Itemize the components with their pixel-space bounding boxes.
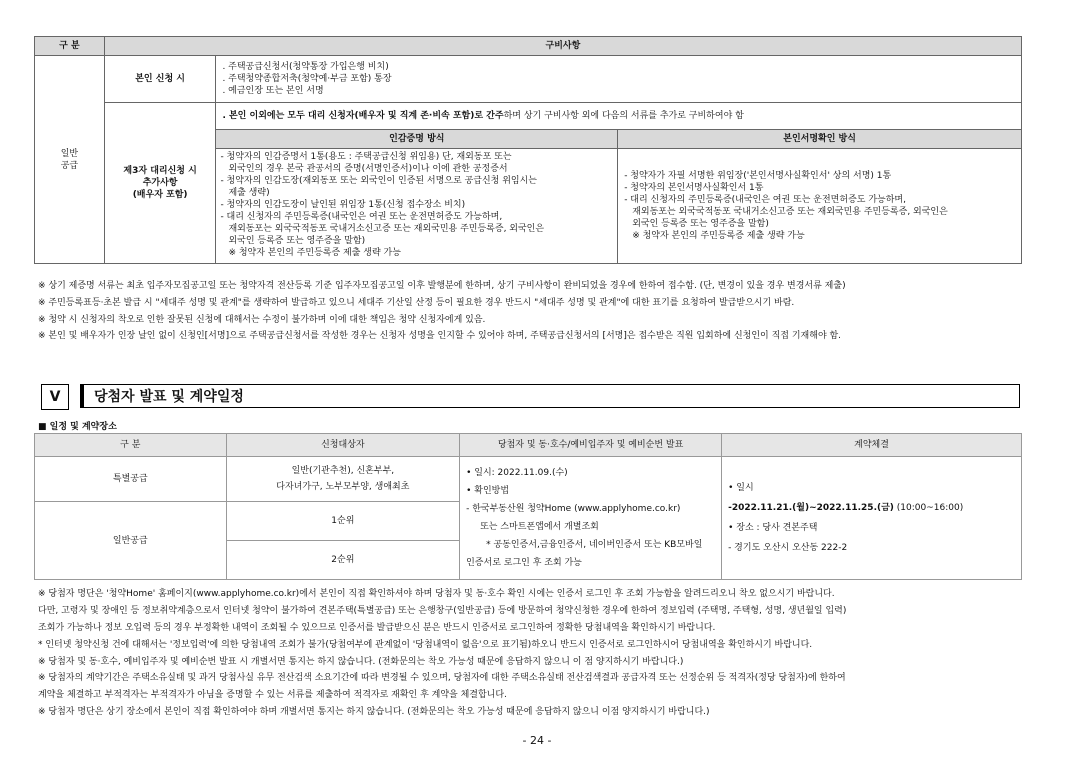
requirements-table bbox=[34, 36, 1022, 264]
sched-header-announce: 당첨자 및 동·호수/예비입주자 및 예비순번 발표 bbox=[460, 434, 722, 457]
seal-method-header: 인감증명 방식 bbox=[216, 130, 618, 149]
note-top-4: ※ 본인 및 배우자가 인장 날인 없이 신청인[서명]으로 주택공급신청서를 작성한 경우는 신청자 성명을 인지할 수 있어야 하며, 주택공급신청서의 [서명]은 접수받은 직원 입회하에 신청인이 직접 기재해야 함. bbox=[38, 331, 842, 341]
note-bottom-8: ※ 당첨자 명단은 상기 장소에서 본인이 직접 확인하여야 하며 개별서면 통지는 하지 않습니다. (전화문의는 착오 가능성 때문에 응답하지 않으니 이점 양지하시기 바랍니다.) bbox=[38, 707, 710, 717]
sched-header-target: 신청대상자 bbox=[226, 434, 460, 457]
schedule-table bbox=[34, 433, 1022, 580]
general-supply-label: 일반 공급 bbox=[35, 56, 105, 264]
proxy-apply-label: 제3자 대리신청 시 추가사항 (배우자 포함) bbox=[104, 103, 216, 264]
page-number: - 24 - bbox=[522, 734, 552, 747]
signature-method-items: - 청약자가 자필 서명한 위임장('본인서명사실확인서' 상의 서명) 1통 - 청약자의 본인서명사실확인서 1통 - 대리 신청자의 주민등록증(내국인은 여권 또는 운전면허증도 가능하며, 재외동포는 외국국적동포 국내거소신고증 또는 재외국민용 주민등록증, 외국인은 외국인 등록증 또는 영주증을 말함) ※ 청약자 본인의 주민등록증 제출 생략 가능 bbox=[618, 149, 1022, 264]
rank-1: 1순위 bbox=[226, 502, 460, 541]
signature-method-header: 본인서명확인 방식 bbox=[618, 130, 1022, 149]
note-top-1: ※ 상기 제증명 서류는 최초 입주자모집공고일 또는 청약자격 전산등록 기준 입주자모집공고일 이후 발행분에 한하며, 상기 구비사항이 완비되었을 경우에 한하여 접수함. (단, 변경이 있을 경우 변경서류 제출) bbox=[38, 281, 846, 291]
note-top-3: ※ 청약 시 신청자의 착오로 인한 잘못된 신청에 대해서는 수정이 불가하며 이에 대한 책임은 청약 신청자에게 있음. bbox=[38, 315, 486, 325]
section-title: 당첨자 발표 및 계약일정 bbox=[80, 384, 1020, 408]
header-category: 구 분 bbox=[35, 37, 105, 56]
proxy-intro: . 본인 이외에는 모두 대리 신청자(배우자 및 직계 존·비속 포함)로 간주하며 상기 구비사항 외에 다음의 서류를 추가로 구비하여야 함 bbox=[216, 103, 1022, 130]
rank-2: 2순위 bbox=[226, 541, 460, 580]
note-bottom-7: 계약을 체결하고 부적격자는 부적격자가 아님을 증명할 수 있는 서류를 제출하여 적격자로 재확인 후 계약을 체결합니다. bbox=[38, 690, 507, 700]
self-apply-items: . 주택공급신청서(청약통장 가입은행 비치) . 주택청약종합저축(청약예·부금 포함) 통장 . 예금인장 또는 본인 서명 bbox=[216, 56, 1022, 103]
special-supply-label: 특별공급 bbox=[35, 457, 227, 502]
special-supply-target: 일반(기관추천), 신혼부부, 다자녀가구, 노부모부양, 생애최초 bbox=[226, 457, 460, 502]
note-bottom-5: ※ 당첨자 및 동·호수, 예비입주자 및 예비순번 발표 시 개별서면 통지는 하지 않습니다. (전화문의는 착오 가능성 때문에 응답하지 않으니 이 점 양지하시기 바랍니다.) bbox=[38, 657, 684, 667]
subheading: ■ 일정 및 계약장소 bbox=[38, 422, 117, 432]
self-apply-label: 본인 신청 시 bbox=[104, 56, 216, 103]
section-number: V bbox=[41, 384, 69, 410]
sched-header-category: 구 분 bbox=[35, 434, 227, 457]
sched-header-contract: 계약체결 bbox=[722, 434, 1022, 457]
note-bottom-3: 조회가 가능하나 정보 오입력 등의 경우 부정확한 내역이 조회될 수 있으므로 인증서를 발급받으신 분은 반드시 인증서로 로그인하여 정확한 당첨내역을 확인하시기 바랍니다. bbox=[38, 623, 716, 633]
note-bottom-1: ※ 당첨자 명단은 '청약Home' 홈페이지(www.applyhome.co.kr)에서 본인이 직접 확인하셔야 하며 당첨자 및 동·호수 확인 시에는 인증서 로그인 후 조회 가능함을 알려드리오니 착오 없으시기 바랍니다. bbox=[38, 589, 835, 599]
seal-method-items: - 청약자의 인감증명서 1통(용도 : 주택공급신청 위임용) 단, 재외동포 또는 외국인의 경우 본국 관공서의 증명(서명인증서)이나 이에 관한 공정증서 - 청약자의 인감도장(재외동포 또는 외국인이 인증된 서명으로 공급신청 위임시는 제출 생략) - 청약자의 인감도장이 날인된 위임장 1통(신청 접수장소 비치) - 대리 신청자의 주민등록증(내국인은 여권 또는 운전면허증도 가능하며, 재외동포는 외국국적동포 국내거소신고증 또는 재외국민용 주민등록증, 외국인은 외국인 등록증 또는 영주증을 말함) ※ 청약자 본인의 주민등록증 제출 생략 가능 bbox=[216, 149, 618, 264]
header-requirements: 구비사항 bbox=[104, 37, 1021, 56]
note-bottom-6: ※ 당첨자의 계약기간은 주택소유실태 및 과거 당첨사실 유무 전산검색 소요기간에 따라 변경될 수 있으며, 당첨자에 대한 주택소유실태 전산검색결과 공급자격 또는 선정순위 등 적격자(정당 당첨자)에 한하여 bbox=[38, 673, 846, 683]
note-bottom-2: 다만, 고령자 및 장애인 등 정보취약계층으로서 인터넷 청약이 불가하여 견본주택(특별공급) 또는 은행창구(일반공급) 등에 방문하여 청약신청한 경우에 한하여 정보입력 (주택명, 주택형, 성명, 생년월일 입력) bbox=[38, 606, 847, 616]
contract-details: • 일시 -2022.11.21.(월)~2022.11.25.(금) (10:00~16:00) • 장소 : 당사 견본주택 - 경기도 오산시 오산동 222-2 bbox=[722, 457, 1022, 580]
note-bottom-4: * 인터넷 청약신청 건에 대해서는 '정보입력'에 의한 당첨내역 조회가 불가(당첨여부에 관계없이 '당첨내역이 없음'으로 표기됨)하오니 반드시 인증서로 로그인하시어 당첨내역을 확인하시기 바랍니다. bbox=[38, 640, 813, 650]
announce-details: • 일시: 2022.11.09.(수) • 확인방법 - 한국부동산원 청약Home (www.applyhome.co.kr) 또는 스마트폰앱에서 개별조회 * 공동인증서,금융인증서, 네이버인증서 또는 KB모바일 인증서로 로그인 후 조회 가능 bbox=[460, 457, 722, 580]
note-top-2: ※ 주민등록표등·초본 발급 시 "세대주 성명 및 관계"를 생략하여 발급하고 있으니 세대주 기산일 산정 등이 필요한 경우 반드시 "세대주 성명 및 관계"에 대한 표기를 요청하여 발급받으시기 바람. bbox=[38, 298, 795, 308]
general-supply-row-label: 일반공급 bbox=[35, 502, 227, 580]
